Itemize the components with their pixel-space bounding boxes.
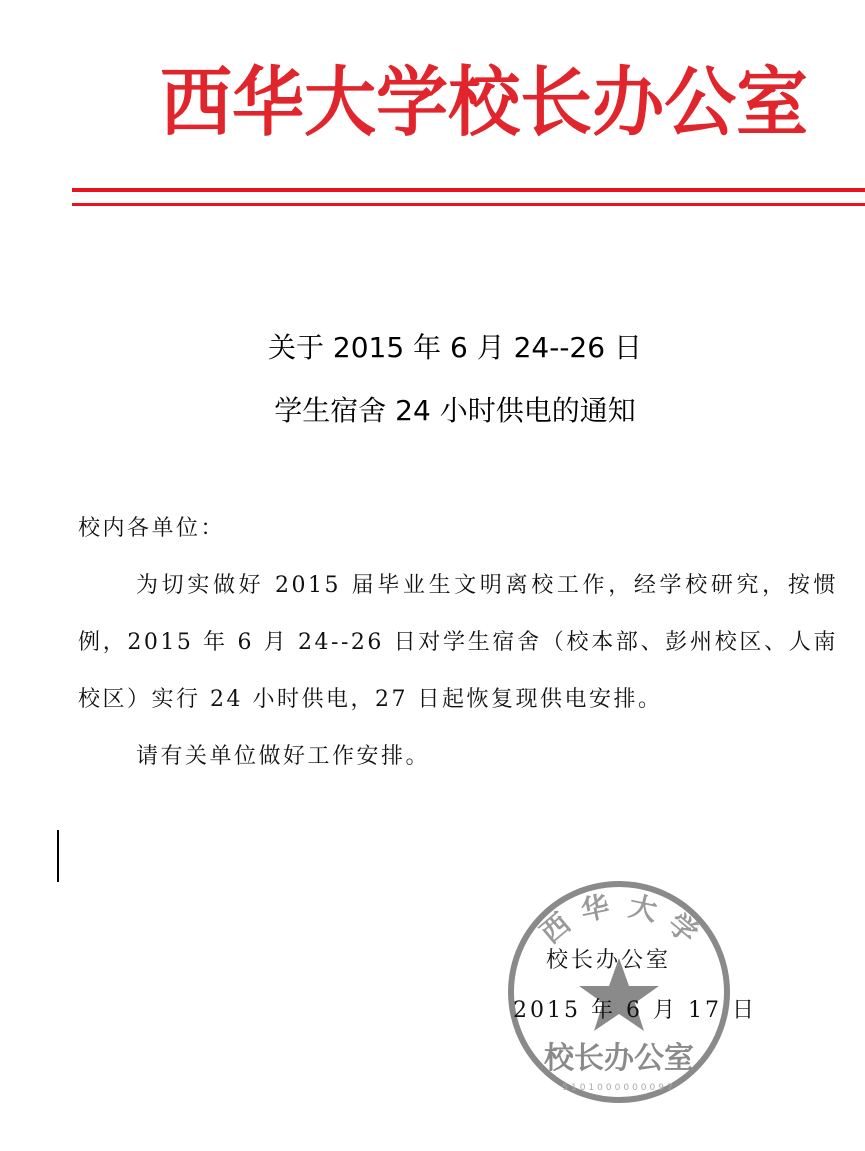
header-char: 校	[448, 56, 521, 147]
seal-arc-char: 学	[661, 906, 705, 951]
text-cursor	[57, 830, 59, 882]
header-char: 学	[376, 56, 449, 147]
document-body	[78, 500, 838, 785]
header-char: 办	[592, 56, 665, 147]
header-divider-thick	[72, 188, 865, 192]
header-char: 长	[520, 56, 593, 147]
header-char: 华	[232, 56, 305, 147]
header-char: 西	[160, 56, 233, 147]
paragraph: 为切实做好 2015 届毕业生文明离校工作，经学校研究，按惯例，2015 年 6 月 24--26 日对学生宿舍（校本部、彭州校区、人南校区）实行 24 小时供电，27 日起恢复现供电安排。	[78, 573, 838, 712]
seal-center-text: 校长办公室	[544, 1041, 694, 1076]
salutation: 校内各单位：	[78, 516, 226, 541]
official-seal	[505, 878, 733, 1106]
header-char: 大	[304, 56, 377, 147]
seal-arc-char: 西	[533, 906, 577, 951]
header-char: 公	[664, 56, 737, 147]
document-title-line2: 学生宿舍 24 小时供电的通知	[274, 394, 636, 427]
document-title-line1: 关于 2015 年 6 月 24--26 日	[268, 331, 642, 364]
signature-office: 校长办公室	[546, 948, 672, 973]
seal-arc-char: 华	[577, 889, 613, 928]
header-char: 室	[736, 56, 809, 147]
signature-date: 2015 年 6 月 17 日	[513, 998, 757, 1023]
organization-header	[160, 50, 809, 155]
paragraph: 请有关单位做好工作安排。	[136, 744, 431, 769]
seal-arc-char: 大	[625, 889, 661, 928]
header-divider-thin	[72, 203, 865, 206]
seal-serial: 5101000000097	[562, 1083, 676, 1093]
